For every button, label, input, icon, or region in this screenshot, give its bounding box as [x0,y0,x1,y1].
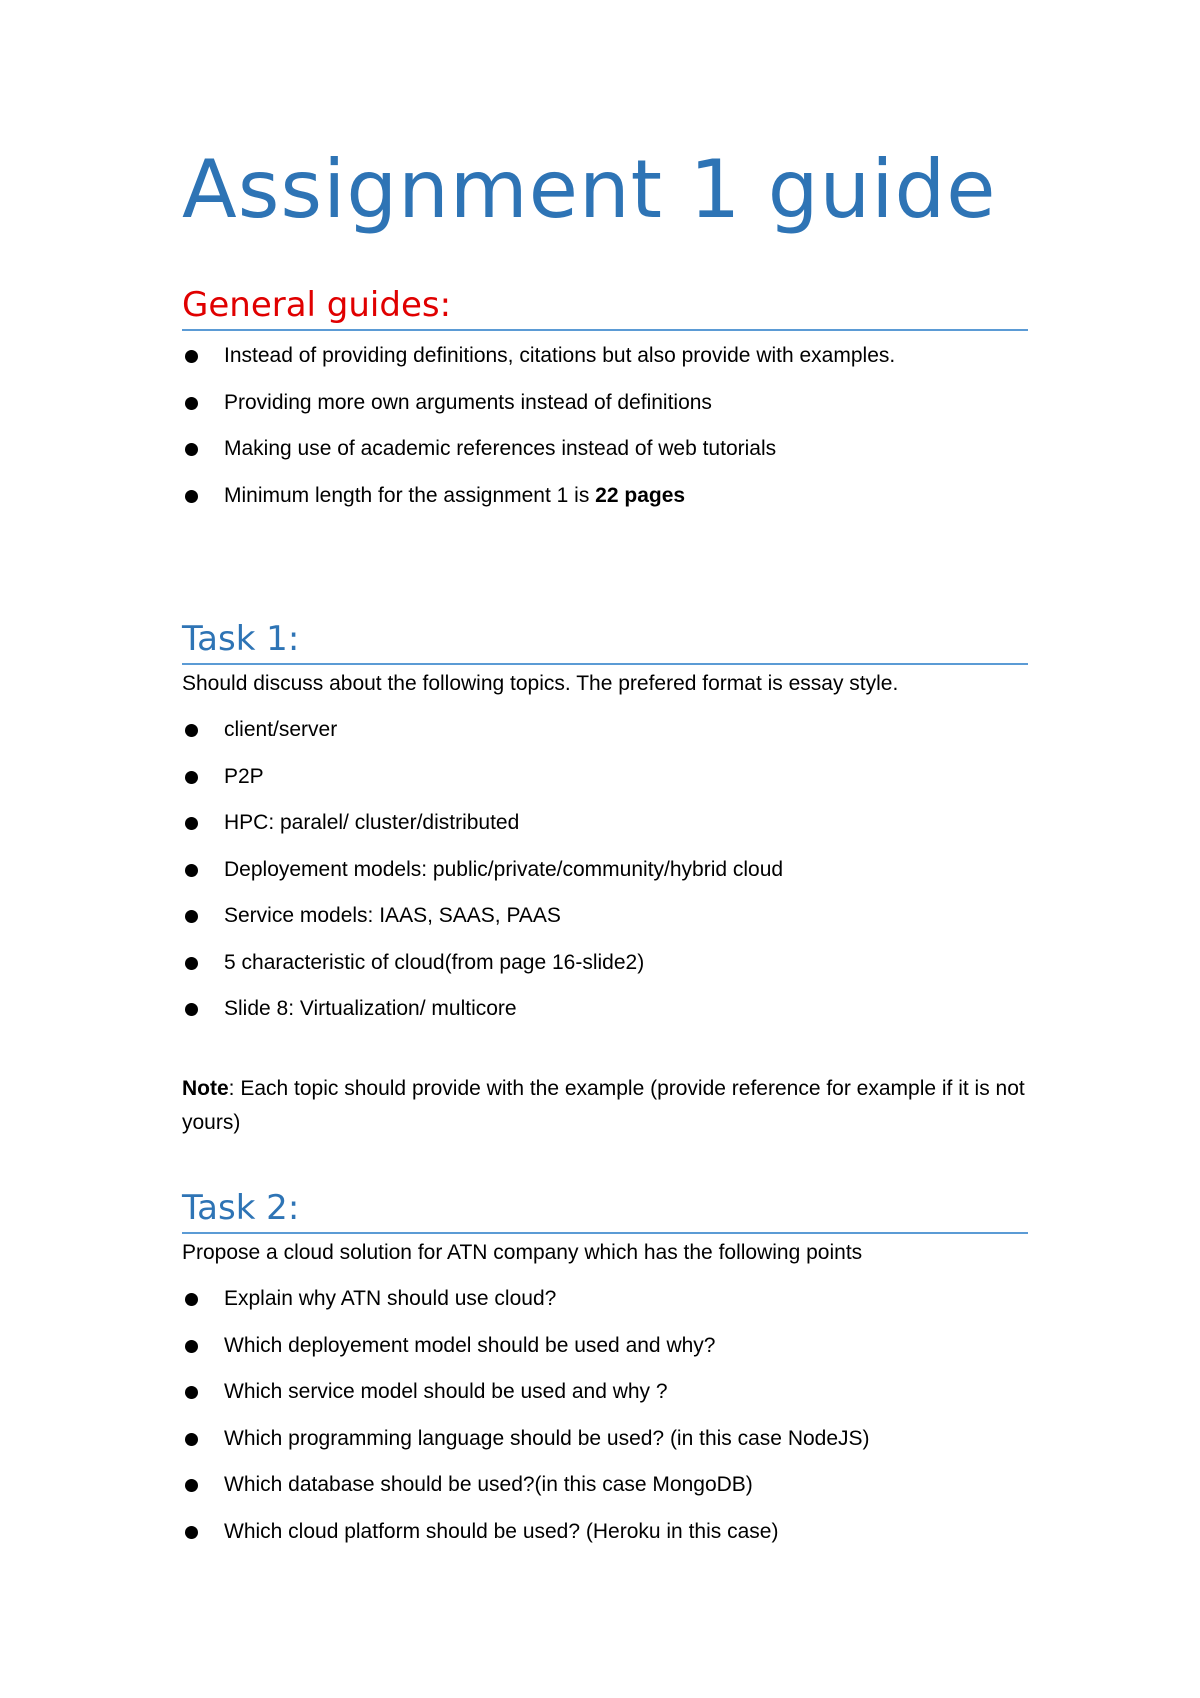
list-item-text: client/server [224,718,338,741]
list-item-text: Slide 8: Virtualization/ multicore [224,997,517,1020]
list-item [182,806,1028,840]
bullet-icon [185,771,198,784]
general-guides-list [182,331,1028,513]
list-item [182,432,1028,466]
list-item [182,853,1028,887]
list-item [182,1515,1028,1549]
list-item [182,899,1028,933]
task-2-heading: Task 2: [182,1186,1028,1234]
section-task-2 [182,1186,1028,1561]
general-guides-heading: General guides: [182,283,1028,331]
note-label: Note [182,1077,229,1100]
list-item-text: P2P [224,764,264,788]
bullet-icon [185,1433,198,1446]
bullet-icon [185,1386,198,1399]
list-item-text: Which database should be used?(in this case MongoDB) [224,1473,753,1496]
list-item [182,1282,1028,1316]
task-2-list [182,1270,1028,1549]
list-item-text: Which service model should be used and why ? [224,1380,668,1403]
bullet-icon [185,957,198,970]
list-item-text: Providing more own arguments instead of definitions [224,390,712,414]
bullet-icon [185,1479,198,1492]
bullet-icon [185,1293,198,1306]
min-length-value: 22 pages [595,483,686,507]
document-title: Assignment 1 guide [182,143,997,236]
list-item [182,1329,1028,1363]
bullet-icon [185,490,198,503]
list-item [182,339,1028,373]
list-item-text: Service models: IAAS, SAAS, PAAS [224,904,561,927]
list-item [182,479,1028,513]
bullet-icon [185,443,198,456]
section-general-guides [182,283,1028,525]
list-item [182,386,1028,420]
task-1-heading: Task 1: [182,617,1028,665]
bullet-icon [185,1526,198,1539]
task-1-intro: Should discuss about the following topics. The prefered format is essay style. [182,672,899,695]
list-item [182,1468,1028,1502]
bullet-icon [185,350,198,363]
bullet-icon [185,1003,198,1016]
list-item [182,992,1028,1026]
bullet-icon [185,817,198,830]
list-item [182,946,1028,980]
list-item-text: Deployement models: public/private/community/hybrid cloud [224,857,784,881]
list-item-text: Making use of academic references instead of web tutorials [224,437,777,460]
task-2-intro: Propose a cloud solution for ATN company which has the following points [182,1241,863,1264]
list-item [182,1422,1028,1456]
bullet-icon [185,864,198,877]
list-item-text: Which deployement model should be used and why? [224,1333,716,1357]
list-item [182,713,1028,747]
list-item-text: HPC: paralel/ cluster/distributed [224,811,520,834]
bullet-icon [185,910,198,923]
min-length-text: Minimum length for the assignment 1 is [224,483,596,507]
task-1-note [182,1072,1028,1140]
note-text: : Each topic should provide with the example (provide reference for example if it is not yours) [182,1077,1025,1134]
bullet-icon [185,1340,198,1353]
list-item-text: Instead of providing definitions, citations but also provide with examples. [224,344,896,367]
list-item-text: Which cloud platform should be used? (Heroku in this case) [224,1519,779,1543]
list-item-text: 5 characteristic of cloud(from page 16-slide2) [224,950,645,974]
list-item-text: Which programming language should be used? (in this case NodeJS) [224,1426,870,1450]
list-item [182,1375,1028,1409]
task-1-list [182,701,1028,1026]
bullet-icon [185,397,198,410]
bullet-icon [185,724,198,737]
list-item-text: Explain why ATN should use cloud? [224,1287,557,1310]
list-item [182,760,1028,794]
section-task-1 [182,617,1028,1039]
